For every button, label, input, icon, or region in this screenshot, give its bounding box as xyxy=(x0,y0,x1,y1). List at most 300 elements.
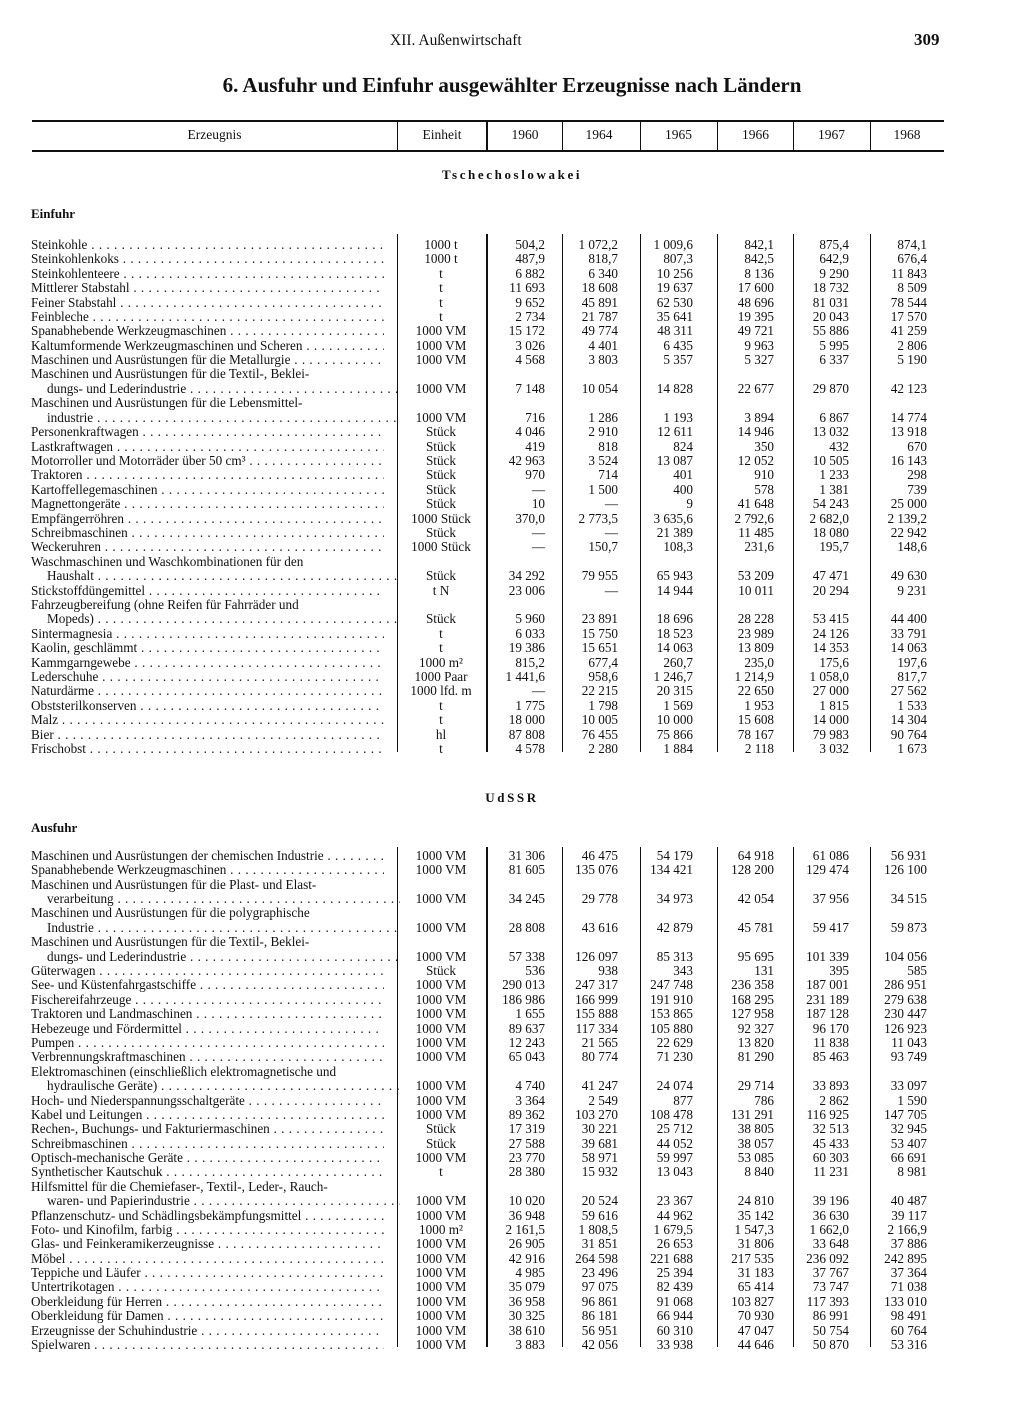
col-head-year: 1964 xyxy=(585,127,613,142)
unit-cell: Stück xyxy=(425,1121,457,1137)
col-head-year: 1965 xyxy=(665,127,692,142)
row-label: Spanabhebende Werkzeugmaschinen . . . xyxy=(31,324,384,339)
value-cell-1960: — xyxy=(531,539,545,555)
row-label: Personenkraftwagen . . . xyxy=(31,425,384,440)
value-cell-1968: 298 xyxy=(907,467,927,483)
value-cell-1960: 26 905 xyxy=(508,1236,545,1252)
value-cell-1967: 875,4 xyxy=(819,237,849,252)
value-cell-1968: 585 xyxy=(907,963,927,978)
value-cell-1965: 26 653 xyxy=(656,1236,693,1252)
value-cell-1960: 7 148 xyxy=(515,381,545,396)
unit-cell: 1000 m² xyxy=(419,654,463,670)
value-cell-1968: 739 xyxy=(907,481,927,497)
value-cell-1964: 247 317 xyxy=(575,977,618,993)
value-cell-1960: 3 026 xyxy=(515,337,545,353)
value-cell-1967: 61 086 xyxy=(812,848,849,863)
unit-cell: 1000 VM xyxy=(415,1034,467,1050)
column-divider xyxy=(717,847,718,1347)
value-cell-1968: 59 873 xyxy=(890,919,927,935)
unit-cell: 1000 VM xyxy=(415,352,467,368)
value-cell-1968: 133 010 xyxy=(884,1293,927,1309)
value-cell-1968: 1 673 xyxy=(897,741,927,756)
value-cell-1964: 29 778 xyxy=(581,891,618,907)
value-cell-1960: 1 441,6 xyxy=(505,669,545,684)
value-cell-1965: 191 910 xyxy=(650,991,693,1007)
unit-cell: Stück xyxy=(425,496,457,512)
value-cell-1964: 155 888 xyxy=(575,1006,618,1022)
row-label: Erzeugnisse der Schuhindustrie . . . xyxy=(31,1324,384,1339)
value-cell-1960: 34 245 xyxy=(508,891,545,907)
col-head-year: 1968 xyxy=(893,127,921,142)
value-cell-1967: 9 290 xyxy=(819,265,849,281)
value-cell-1960: 10 xyxy=(531,496,545,512)
column-divider xyxy=(486,847,488,1347)
value-cell-1960: 716 xyxy=(525,409,545,425)
header-rule-top xyxy=(32,120,944,122)
column-divider xyxy=(793,847,794,1347)
unit-cell: t xyxy=(439,640,443,656)
value-cell-1966: 13 820 xyxy=(737,1034,774,1050)
unit-cell: 1000 VM xyxy=(415,323,467,339)
row-label: Maschinen und Ausrüstungen der chemischen Industrie . . . xyxy=(31,849,384,864)
row-label-first-line: Maschinen und Ausrüstungen für die Textil-, Beklei- xyxy=(31,934,310,950)
value-cell-1964: 43 616 xyxy=(581,919,618,935)
value-cell-1968: 8 981 xyxy=(897,1164,927,1180)
value-cell-1964: 20 524 xyxy=(581,1193,618,1209)
row-label: Spanabhebende Werkzeugmaschinen . . . xyxy=(31,863,384,878)
value-cell-1968: 90 764 xyxy=(890,726,927,742)
value-cell-1968: 98 491 xyxy=(890,1308,927,1324)
value-cell-1966: 910 xyxy=(754,467,774,483)
value-cell-1968: 56 931 xyxy=(890,848,927,863)
unit-cell: 1000 VM xyxy=(415,409,467,425)
column-divider xyxy=(717,234,718,752)
value-cell-1965: 91 068 xyxy=(656,1293,693,1309)
value-cell-1966: 12 052 xyxy=(737,453,774,468)
value-cell-1967: 32 513 xyxy=(812,1121,849,1137)
value-cell-1964: 4 401 xyxy=(588,337,618,353)
value-cell-1966: 47 047 xyxy=(737,1322,774,1338)
value-cell-1964: — xyxy=(604,525,618,540)
value-cell-1968: 14 774 xyxy=(890,409,927,425)
row-label: Naturdärme . . . xyxy=(31,684,384,699)
value-cell-1968: 104 056 xyxy=(884,948,927,964)
value-cell-1964: 2 280 xyxy=(588,741,618,756)
value-cell-1967: 18 732 xyxy=(812,280,849,296)
row-label: Maschinen und Ausrüstungen für die Metallurgie . . . xyxy=(31,353,384,368)
value-cell-1968: 126 923 xyxy=(884,1020,927,1036)
value-cell-1968: 33 791 xyxy=(890,625,927,641)
value-cell-1968: 40 487 xyxy=(890,1193,927,1209)
value-cell-1965: 1 679,5 xyxy=(653,1221,693,1237)
value-cell-1967: 3 032 xyxy=(819,741,849,756)
value-cell-1965: 35 641 xyxy=(656,309,693,324)
value-cell-1966: 64 918 xyxy=(737,848,774,863)
value-cell-1964: 31 851 xyxy=(581,1236,618,1252)
unit-cell: Stück xyxy=(425,453,457,468)
value-cell-1960: 27 588 xyxy=(508,1135,545,1151)
value-cell-1967: 60 303 xyxy=(812,1150,849,1165)
value-cell-1960: 2 161,5 xyxy=(505,1221,545,1237)
unit-cell: 1000 VM xyxy=(415,991,467,1007)
value-cell-1967: 54 243 xyxy=(812,496,849,512)
row-label: Hebezeuge und Fördermittel . . . xyxy=(31,1022,384,1037)
row-label: Verbrennungskraftmaschinen . . . xyxy=(31,1050,384,1065)
value-cell-1960: 11 693 xyxy=(509,280,545,296)
row-label: Oberkleidung für Damen . . . xyxy=(31,1309,384,1324)
column-divider xyxy=(486,234,488,752)
column-divider xyxy=(397,234,398,752)
value-cell-1967: 20 043 xyxy=(812,309,849,324)
value-cell-1964: 39 681 xyxy=(581,1135,618,1151)
value-cell-1965: 66 944 xyxy=(656,1308,693,1324)
header-divider xyxy=(562,120,563,151)
value-cell-1966: 44 646 xyxy=(737,1336,774,1352)
value-cell-1967: 642,9 xyxy=(819,251,849,267)
value-cell-1965: 247 748 xyxy=(650,977,693,993)
row-label: Teppiche und Läufer . . . xyxy=(31,1266,384,1281)
unit-cell: t xyxy=(439,294,443,310)
value-cell-1966: 49 721 xyxy=(737,323,774,339)
unit-cell: 1000 VM xyxy=(415,1150,467,1165)
row-label: dungs- und Lederindustrie . . . xyxy=(31,382,400,397)
value-cell-1967: 101 339 xyxy=(806,948,849,964)
value-cell-1966: 23 989 xyxy=(737,625,774,641)
unit-cell: 1000 Paar xyxy=(414,669,468,684)
unit-cell: t xyxy=(439,741,443,756)
value-cell-1960: 23 770 xyxy=(508,1150,545,1165)
value-cell-1965: 10 000 xyxy=(656,712,693,728)
unit-cell: 1000 Stück xyxy=(411,510,471,526)
value-cell-1966: 17 600 xyxy=(737,280,774,296)
value-cell-1964: 6 340 xyxy=(588,265,618,281)
unit-cell: t xyxy=(439,1164,443,1180)
value-cell-1960: 42 916 xyxy=(508,1250,545,1266)
value-cell-1968: 13 918 xyxy=(890,424,927,440)
value-cell-1965: 12 611 xyxy=(657,424,693,440)
value-cell-1968: 16 143 xyxy=(890,453,927,468)
value-cell-1967: 27 000 xyxy=(812,683,849,699)
value-cell-1966: 2 118 xyxy=(744,741,774,756)
value-cell-1967: 395 xyxy=(829,963,849,978)
col-head-product: Erzeugnis xyxy=(187,127,242,142)
value-cell-1967: 129 474 xyxy=(806,862,849,878)
value-cell-1968: 42 123 xyxy=(890,381,927,396)
value-cell-1967: 187 001 xyxy=(806,977,849,993)
unit-cell: t N xyxy=(432,582,450,598)
row-label: Kartoffellegemaschinen . . . xyxy=(31,483,384,498)
value-cell-1960: 65 043 xyxy=(508,1049,545,1065)
row-label: Malz . . . xyxy=(31,713,384,728)
value-cell-1960: 36 958 xyxy=(508,1293,545,1309)
value-cell-1966: 168 295 xyxy=(731,991,774,1007)
value-cell-1966: 217 535 xyxy=(731,1250,774,1266)
value-cell-1964: 3 803 xyxy=(588,352,618,368)
page-title: 6. Ausfuhr und Einfuhr ausgewählter Erzeugnisse nach Ländern xyxy=(222,73,802,97)
value-cell-1968: 279 638 xyxy=(884,991,927,1007)
value-cell-1960: 28 380 xyxy=(508,1164,545,1180)
value-cell-1966: 65 414 xyxy=(737,1279,774,1295)
value-cell-1965: 18 523 xyxy=(656,625,693,641)
value-cell-1964: 56 951 xyxy=(581,1322,618,1338)
value-cell-1967: 59 417 xyxy=(812,919,849,935)
row-label: Feinbleche . . . xyxy=(31,310,384,325)
value-cell-1964: 958,6 xyxy=(588,669,618,684)
value-cell-1967: 45 433 xyxy=(812,1135,849,1151)
value-cell-1964: 15 932 xyxy=(581,1164,618,1180)
value-cell-1964: 938 xyxy=(598,963,618,978)
value-cell-1967: 195,7 xyxy=(819,539,849,555)
value-cell-1960: 5 960 xyxy=(515,611,545,627)
unit-cell: t xyxy=(439,280,443,296)
value-cell-1960: 10 020 xyxy=(508,1193,545,1209)
value-cell-1966: 38 057 xyxy=(737,1135,774,1151)
value-cell-1967: 6 337 xyxy=(819,352,849,368)
value-cell-1968: 14 304 xyxy=(890,712,927,728)
unit-cell: 1000 t xyxy=(424,237,458,252)
value-cell-1967: 231 189 xyxy=(806,991,849,1007)
value-cell-1966: 127 958 xyxy=(731,1006,774,1022)
value-cell-1967: 11 231 xyxy=(813,1164,849,1180)
row-label: Möbel . . . xyxy=(31,1252,384,1267)
row-label: Synthetischer Kautschuk . . . xyxy=(31,1165,384,1180)
value-cell-1960: — xyxy=(531,683,545,699)
row-label: Kaolin, geschlämmt . . . xyxy=(31,641,384,656)
row-label: Spielwaren . . . xyxy=(31,1338,384,1353)
value-cell-1964: 135 076 xyxy=(575,862,618,878)
value-cell-1965: 5 357 xyxy=(663,352,693,368)
value-cell-1967: 85 463 xyxy=(812,1049,849,1065)
value-cell-1967: 175,6 xyxy=(819,654,849,670)
value-cell-1968: 8 509 xyxy=(897,280,927,296)
value-cell-1965: 20 315 xyxy=(656,683,693,699)
value-cell-1966: 14 946 xyxy=(737,424,774,440)
value-cell-1966: 9 963 xyxy=(744,337,774,353)
column-divider xyxy=(562,234,563,752)
value-cell-1965: 59 997 xyxy=(656,1150,693,1165)
value-cell-1960: 419 xyxy=(525,438,545,454)
row-label: Kammgarngewebe . . . xyxy=(31,656,384,671)
row-label: Fischereifahrzeuge . . . xyxy=(31,993,384,1008)
value-cell-1966: 10 011 xyxy=(738,582,774,598)
unit-cell: Stück xyxy=(425,568,457,584)
value-cell-1966: 8 136 xyxy=(744,265,774,281)
value-cell-1965: 877 xyxy=(673,1092,693,1108)
value-cell-1968: 817,7 xyxy=(897,669,927,684)
value-cell-1960: 87 808 xyxy=(508,726,545,742)
row-label: Obststerilkonserven . . . xyxy=(31,699,384,714)
value-cell-1968: 60 764 xyxy=(890,1322,927,1338)
row-label-first-line: Fahrzeugbereifung (ohne Reifen für Fahrräder und xyxy=(31,596,299,612)
value-cell-1965: 14 828 xyxy=(656,381,693,396)
value-cell-1967: 37 767 xyxy=(812,1265,849,1280)
value-cell-1966: 1 547,3 xyxy=(734,1221,774,1237)
row-label: Oberkleidung für Herren . . . xyxy=(31,1295,384,1310)
value-cell-1966: 578 xyxy=(754,481,774,497)
column-divider xyxy=(793,234,794,752)
value-cell-1960: 6 882 xyxy=(515,265,545,281)
value-cell-1965: 21 389 xyxy=(656,525,693,540)
value-cell-1964: 2 910 xyxy=(588,424,618,440)
value-cell-1965: 108 478 xyxy=(650,1106,693,1122)
unit-cell: 1000 VM xyxy=(415,1207,467,1223)
value-cell-1965: 400 xyxy=(673,481,693,497)
value-cell-1965: 824 xyxy=(673,438,693,454)
row-label: Foto- und Kinofilm, farbig . . . xyxy=(31,1223,384,1238)
value-cell-1965: 9 xyxy=(686,496,693,512)
row-label: waren- und Papierindustrie . . . xyxy=(31,1194,400,1209)
value-cell-1965: 25 712 xyxy=(656,1121,693,1137)
value-cell-1964: 59 616 xyxy=(581,1207,618,1223)
value-cell-1966: 231,6 xyxy=(744,539,774,555)
value-cell-1964: — xyxy=(604,582,618,598)
value-cell-1967: 2 862 xyxy=(819,1092,849,1108)
value-cell-1966: 95 695 xyxy=(737,948,774,964)
unit-cell: Stück xyxy=(425,1135,457,1151)
value-cell-1965: 221 688 xyxy=(650,1250,693,1266)
row-label: Kaltumformende Werkzeugmaschinen und Scheren . . . xyxy=(31,339,384,354)
value-cell-1968: 33 097 xyxy=(890,1078,927,1094)
value-cell-1967: 81 031 xyxy=(812,294,849,310)
value-cell-1968: 11 043 xyxy=(891,1034,927,1050)
value-cell-1968: 71 038 xyxy=(890,1279,927,1295)
page-number: 309 xyxy=(914,30,940,49)
value-cell-1967: 13 032 xyxy=(812,424,849,440)
value-cell-1960: 15 172 xyxy=(508,323,545,339)
unit-cell: 1000 VM xyxy=(415,1279,467,1295)
header-divider xyxy=(717,120,718,151)
value-cell-1964: 126 097 xyxy=(575,948,618,964)
unit-cell: 1000 VM xyxy=(415,1250,467,1266)
unit-cell: 1000 VM xyxy=(415,891,467,907)
value-cell-1966: 131 291 xyxy=(731,1106,774,1122)
value-cell-1967: 187 128 xyxy=(806,1006,849,1022)
unit-cell: 1000 VM xyxy=(415,1020,467,1036)
value-cell-1960: 34 292 xyxy=(508,568,545,584)
unit-cell: 1000 VM xyxy=(415,848,467,863)
value-cell-1967: 10 505 xyxy=(812,453,849,468)
value-cell-1967: 1 381 xyxy=(819,481,849,497)
row-label: dungs- und Lederindustrie . . . xyxy=(31,950,400,965)
value-cell-1966: 31 183 xyxy=(737,1265,774,1280)
value-cell-1967: 50 754 xyxy=(812,1322,849,1338)
value-cell-1965: 60 310 xyxy=(656,1322,693,1338)
value-cell-1968: 27 562 xyxy=(890,683,927,699)
value-cell-1964: 15 651 xyxy=(581,640,618,656)
value-cell-1964: 21 565 xyxy=(581,1034,618,1050)
group-label: Einfuhr xyxy=(31,206,76,221)
value-cell-1960: 970 xyxy=(525,467,545,483)
value-cell-1967: 116 925 xyxy=(806,1106,849,1122)
row-label: Güterwagen . . . xyxy=(31,964,384,979)
value-cell-1960: 57 338 xyxy=(508,948,545,964)
value-cell-1966: 78 167 xyxy=(737,726,774,742)
value-cell-1964: 76 455 xyxy=(581,726,618,742)
row-label-first-line: Maschinen und Ausrüstungen für die Lebensmittel- xyxy=(31,395,303,411)
row-label: Haushalt . . . xyxy=(31,569,400,584)
value-cell-1967: 29 870 xyxy=(812,381,849,396)
unit-cell: Stück xyxy=(425,525,457,540)
value-cell-1968: 39 117 xyxy=(891,1207,927,1223)
value-cell-1968: 197,6 xyxy=(897,654,927,670)
value-cell-1960: 42 963 xyxy=(508,453,545,468)
unit-cell: 1000 Stück xyxy=(411,539,471,555)
value-cell-1968: 5 190 xyxy=(897,352,927,368)
value-cell-1966: 2 792,6 xyxy=(734,510,774,526)
value-cell-1960: 1 655 xyxy=(515,1006,545,1022)
column-divider xyxy=(870,234,871,752)
value-cell-1966: 350 xyxy=(754,438,774,454)
unit-cell: 1000 VM xyxy=(415,337,467,353)
value-cell-1965: 153 865 xyxy=(650,1006,693,1022)
unit-cell: 1000 VM xyxy=(415,1336,467,1352)
value-cell-1966: 842,1 xyxy=(744,237,774,252)
unit-cell: 1000 VM xyxy=(415,1308,467,1324)
value-cell-1965: 24 074 xyxy=(656,1078,693,1094)
value-cell-1964: 103 270 xyxy=(575,1106,618,1122)
value-cell-1960: 1 775 xyxy=(515,697,545,713)
unit-cell: 1000 VM xyxy=(415,977,467,993)
value-cell-1966: 22 650 xyxy=(737,683,774,699)
value-cell-1967: 236 092 xyxy=(806,1250,849,1266)
value-cell-1964: 42 056 xyxy=(581,1336,618,1352)
value-cell-1960: 4 046 xyxy=(515,424,545,440)
unit-cell: 1000 VM xyxy=(415,1322,467,1338)
value-cell-1964: 49 774 xyxy=(581,323,618,339)
section-title: Tschechoslowakei xyxy=(441,167,583,182)
value-cell-1965: 1 193 xyxy=(663,409,693,425)
value-cell-1964: 41 247 xyxy=(581,1078,618,1094)
value-cell-1960: 89 362 xyxy=(508,1106,545,1122)
value-cell-1965: 6 435 xyxy=(663,337,693,353)
unit-cell: Stück xyxy=(425,481,457,497)
column-divider xyxy=(640,234,641,752)
value-cell-1966: 53 209 xyxy=(737,568,774,584)
value-cell-1967: 37 956 xyxy=(812,891,849,907)
value-cell-1966: 38 805 xyxy=(737,1121,774,1137)
column-divider xyxy=(640,847,641,1347)
value-cell-1964: 150,7 xyxy=(588,539,618,555)
value-cell-1965: 48 311 xyxy=(657,323,693,339)
unit-cell: 1000 lfd. m xyxy=(410,683,472,699)
value-cell-1960: 35 079 xyxy=(508,1279,545,1295)
value-cell-1968: 49 630 xyxy=(890,568,927,584)
unit-cell: Stück xyxy=(425,438,457,454)
value-cell-1960: 487,9 xyxy=(515,251,545,267)
value-cell-1964: 677,4 xyxy=(588,654,618,670)
row-label: See- und Küstenfahrgastschiffe . . . xyxy=(31,978,384,993)
value-cell-1967: 117 393 xyxy=(806,1293,849,1309)
value-cell-1966: 235,0 xyxy=(744,654,774,670)
unit-cell: t xyxy=(439,309,443,324)
value-cell-1967: 24 126 xyxy=(812,625,849,641)
value-cell-1964: 15 750 xyxy=(581,625,618,641)
value-cell-1966: 22 677 xyxy=(737,381,774,396)
value-cell-1960: 370,0 xyxy=(515,510,545,526)
row-label: Rechen-, Buchungs- und Fakturiermaschinen . . . xyxy=(31,1122,384,1137)
value-cell-1968: 874,1 xyxy=(897,237,927,252)
value-cell-1965: 134 421 xyxy=(650,862,693,878)
value-cell-1964: 79 955 xyxy=(581,568,618,584)
value-cell-1966: 41 648 xyxy=(737,496,774,512)
value-cell-1965: 13 087 xyxy=(656,453,693,468)
value-cell-1965: 18 696 xyxy=(656,611,693,627)
unit-cell: 1000 VM xyxy=(415,1265,467,1280)
unit-cell: Stück xyxy=(425,611,457,627)
value-cell-1960: 81 605 xyxy=(508,862,545,878)
value-cell-1965: 401 xyxy=(673,467,693,483)
value-cell-1960: 4 568 xyxy=(515,352,545,368)
